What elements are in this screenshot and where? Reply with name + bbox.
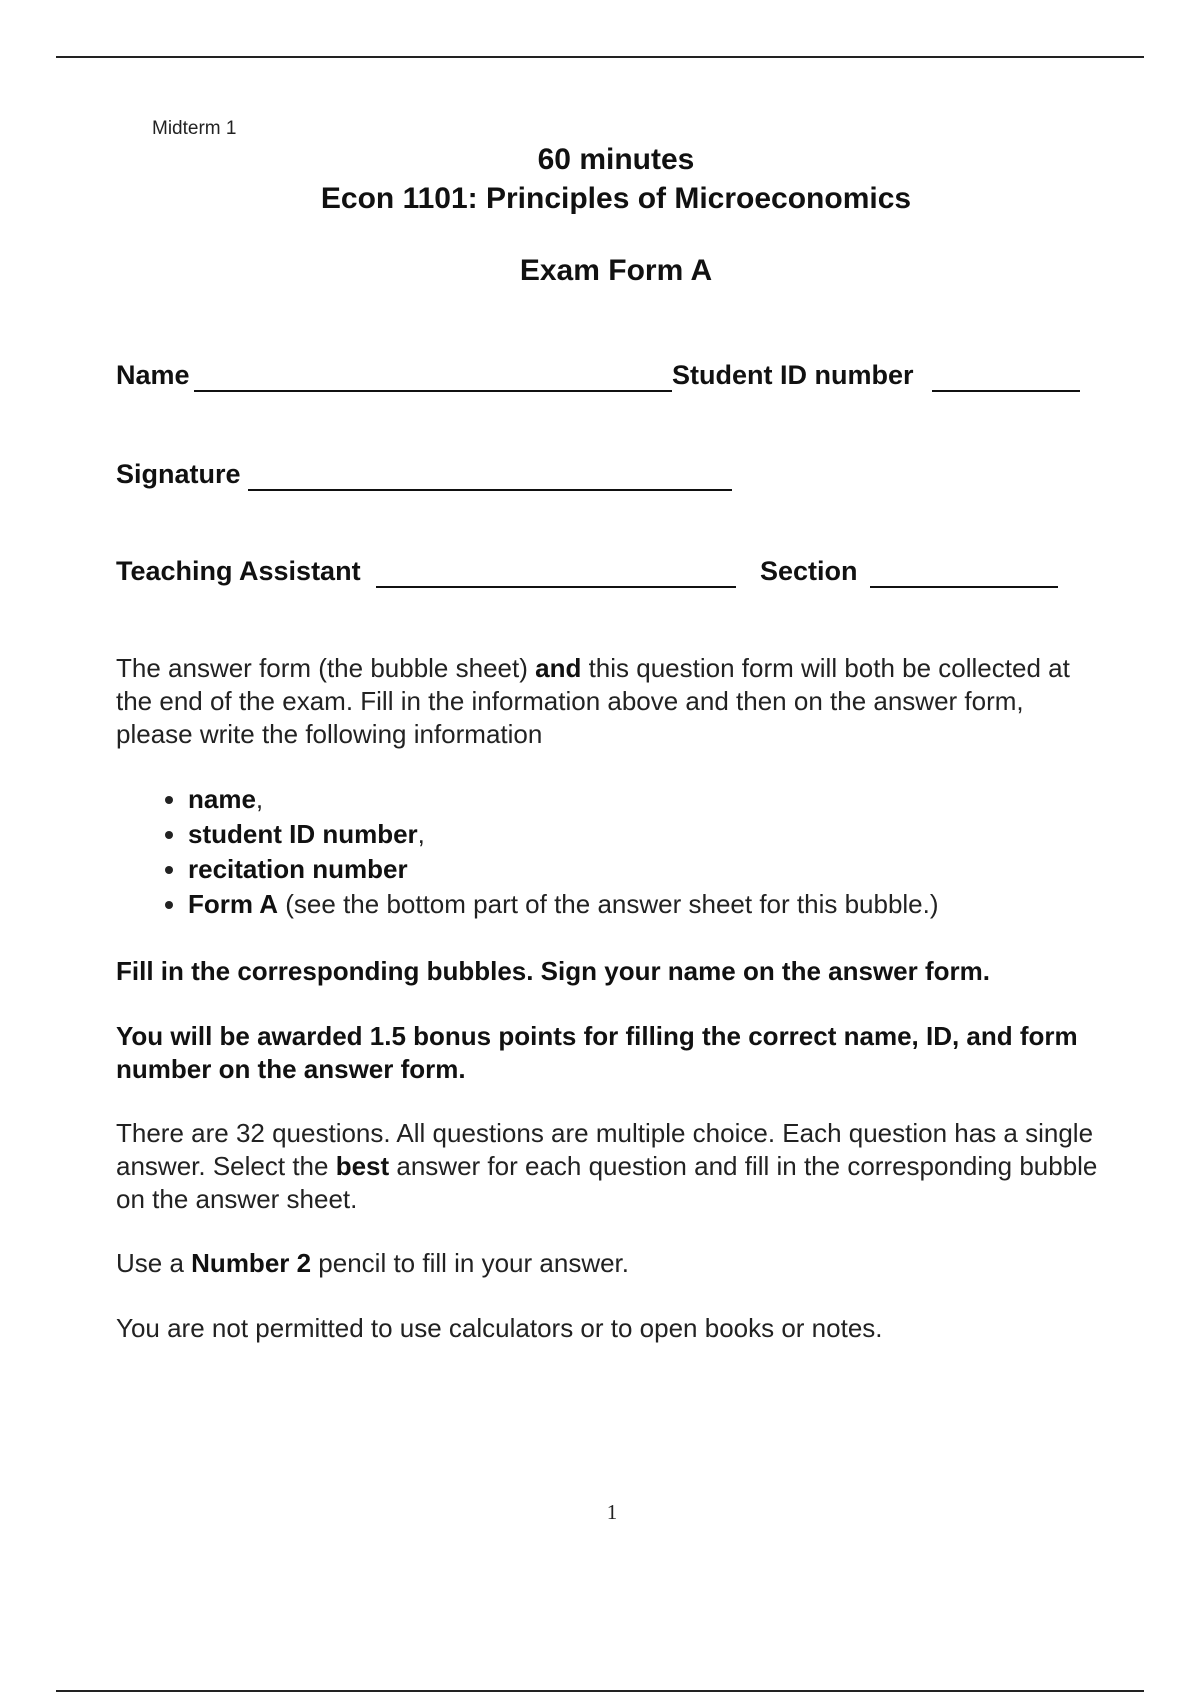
fill-bubbles-instruction: Fill in the corresponding bubbles. Sign your name on the answer form. xyxy=(116,956,990,986)
questions-text-1: There are 32 questions. All questions are multiple choice. Each question has a single answer. Select the xyxy=(116,1118,1094,1181)
intro-paragraph xyxy=(116,652,1106,751)
list-item xyxy=(188,852,939,887)
exam-form-title: Exam Form A xyxy=(519,254,713,287)
name-blank[interactable] xyxy=(194,390,672,392)
bullet-bold: Form A xyxy=(188,889,279,919)
section-label: Section xyxy=(760,556,858,586)
list-item xyxy=(188,817,939,852)
intro-text-2: this question form will both be collected at the end of the exam. Fill in the information above and then on the answer form, please write the following information xyxy=(116,653,1070,749)
name-label: Name xyxy=(116,360,190,390)
questions-bold: best xyxy=(335,1151,390,1181)
bullet-rest: (see the bottom part of the answer sheet for this bubble.) xyxy=(278,889,939,919)
bullet-rest: , xyxy=(255,784,264,814)
intro-text-1: The answer form (the bubble sheet) xyxy=(116,653,536,683)
pencil-text-1: Use a xyxy=(116,1248,192,1278)
list-item xyxy=(188,887,939,922)
page-number: 1 xyxy=(606,1500,618,1524)
questions-text-2: answer for each question and fill in the corresponding bubble on the answer sheet. xyxy=(116,1151,1098,1214)
bullet-bold: student ID number xyxy=(188,819,418,849)
questions-paragraph xyxy=(116,1117,1116,1216)
signature-blank[interactable] xyxy=(248,489,732,491)
top-rule xyxy=(56,56,1144,58)
bullet-rest: , xyxy=(417,819,425,849)
student-id-blank[interactable] xyxy=(932,390,1080,392)
bonus-instruction: You will be awarded 1.5 bonus points for filling the correct name, ID, and form number on the answer form. xyxy=(116,1021,1078,1084)
no-calculators-instruction: You are not permitted to use calculators or to open books or notes. xyxy=(116,1313,883,1343)
pencil-text-2: pencil to fill in your answer. xyxy=(311,1248,630,1278)
bullet-bold: name xyxy=(188,784,256,814)
pencil-bold: Number 2 xyxy=(191,1248,312,1278)
student-id-label: Student ID number xyxy=(672,360,914,390)
pencil-instruction xyxy=(116,1247,1106,1280)
list-item xyxy=(188,782,939,817)
section-blank[interactable] xyxy=(870,586,1058,588)
course-title: Econ 1101: Principles of Microeconomics xyxy=(320,182,912,215)
bottom-rule xyxy=(56,1690,1144,1692)
bullet-bold: recitation number xyxy=(188,854,408,884)
signature-label: Signature xyxy=(116,459,241,489)
ta-blank[interactable] xyxy=(376,586,736,588)
required-info-list xyxy=(116,782,939,922)
intro-bold: and xyxy=(535,653,582,683)
exam-duration: 60 minutes xyxy=(537,143,695,176)
midterm-label: Midterm 1 xyxy=(152,118,237,139)
ta-label: Teaching Assistant xyxy=(116,556,361,586)
